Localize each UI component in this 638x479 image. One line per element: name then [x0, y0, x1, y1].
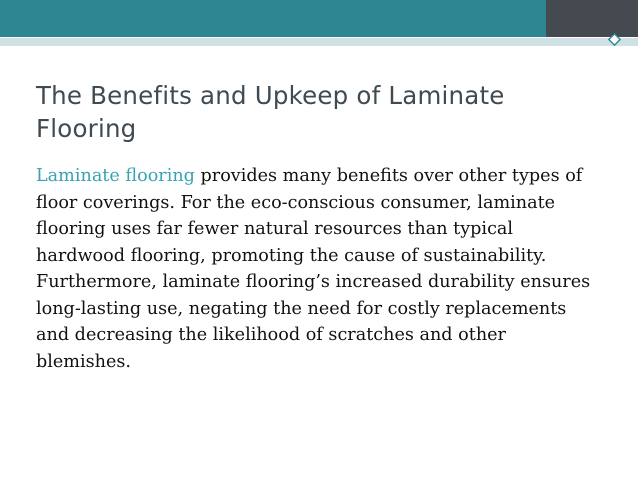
header-band: [0, 0, 638, 37]
slide-body-text: [36, 163, 596, 375]
diamond-ornament-icon: [608, 33, 621, 46]
header-band-main: [0, 0, 546, 37]
laminate-flooring-link[interactable]: Laminate flooring: [36, 166, 201, 186]
header-band-accent: [546, 0, 638, 37]
header-edge-line: [0, 38, 638, 46]
body-paragraph: provides many benefits over other types of floor coverings. For the eco-conscious consumer, laminate flooring uses far fewer natural resources than typical hardwood flooring, promoting the cause of sustainability. Furthermore, laminate flooring’s increased durability ensures long-lasting use, negating the need for costly replacements and decreasing the likelihood of scratches and other blemishes.: [36, 166, 591, 372]
slide-title: The Benefits and Upkeep of Laminate Flooring: [36, 81, 505, 143]
